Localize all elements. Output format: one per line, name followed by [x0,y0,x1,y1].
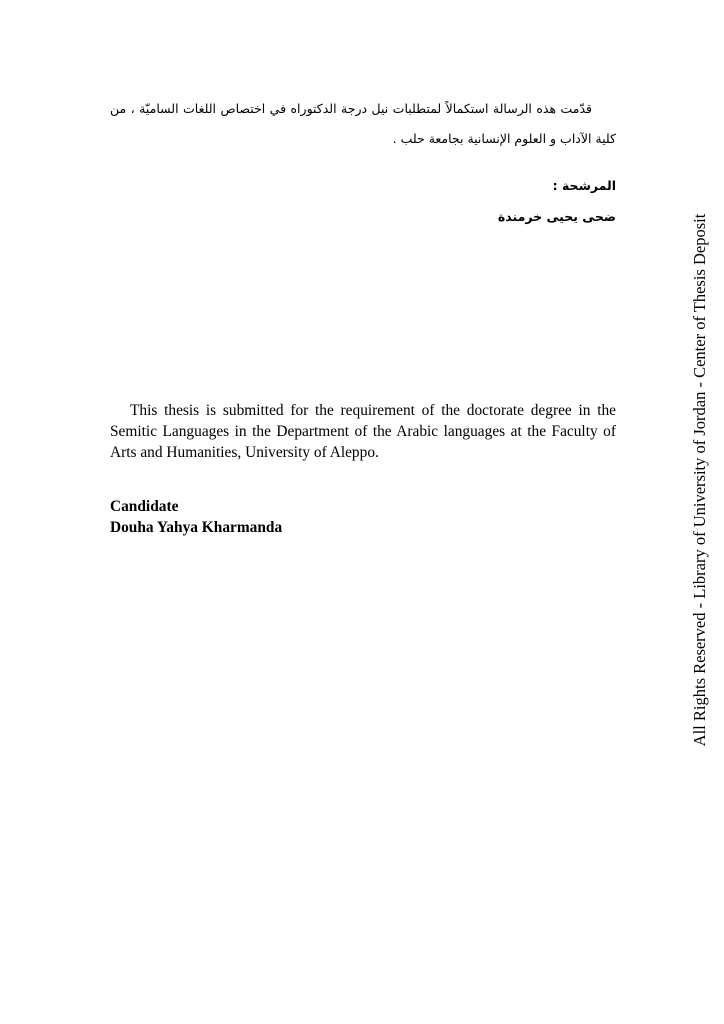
english-submission-paragraph: This thesis is submitted for the requirement of the doctorate degree in the Semitic Languages in the Department of the Arabic languages at the Faculty of Arts and Humanities, University of Aleppo. [110,402,616,461]
arabic-submission-paragraph [110,94,616,154]
english-candidate-label: Candidate [110,498,179,515]
english-candidate-name: Douha Yahya Kharmanda [110,519,283,536]
arabic-candidate-label: المرشحة : [552,178,616,193]
arabic-candidate-name: ضحى يحيى خرمندة [497,209,616,224]
arabic-submission-text: قدّمت هذه الرسالة استكمالاً لمتطلبات نيل درجة الدكتوراه في اختصاص اللغات الساميّة ، من كلية الآداب و العلوم الإنسانية بجامعة حلب . [110,101,616,146]
rights-watermark: All Rights Reserved - Library of University of Jordan - Center of Thesis Deposit [690,213,709,747]
